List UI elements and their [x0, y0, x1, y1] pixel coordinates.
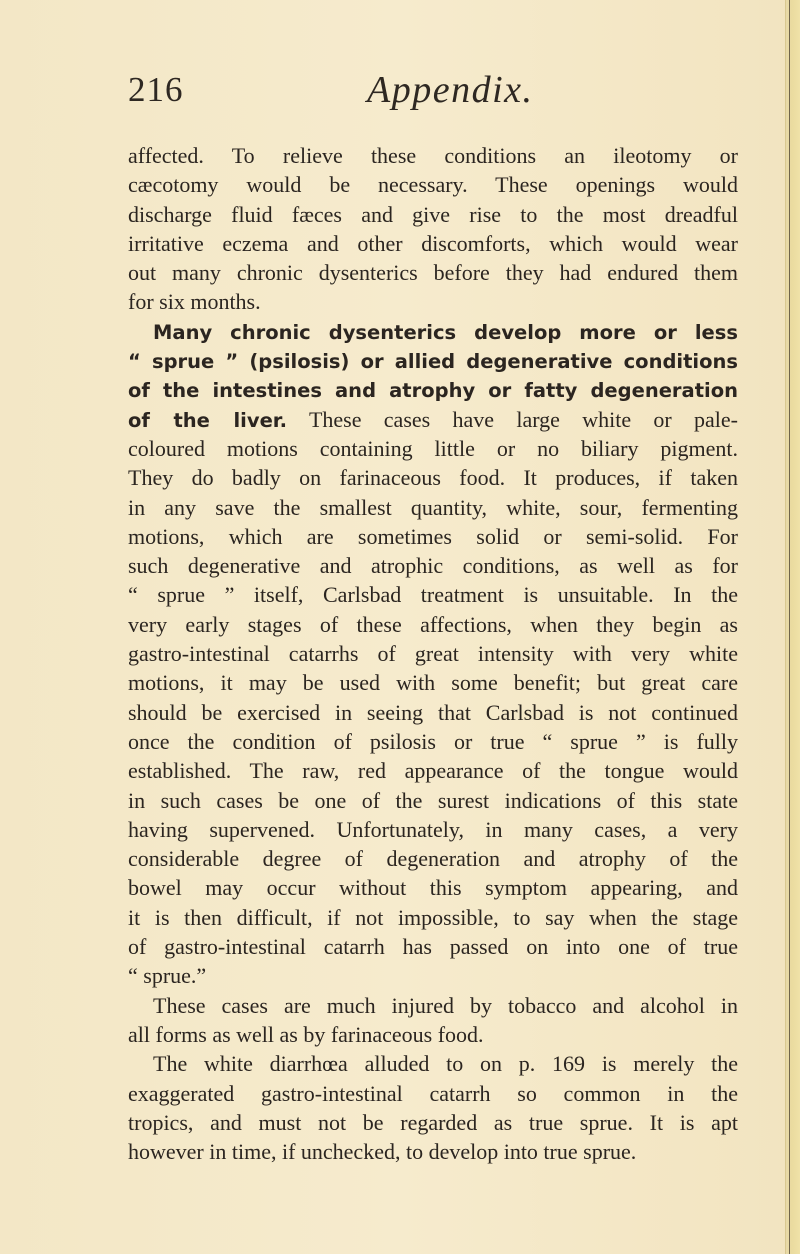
text-line — [128, 463, 738, 492]
line-text: should be exercised in seeing that Carlsbad is not continued — [128, 699, 738, 725]
page-header — [128, 70, 728, 120]
text-line — [128, 873, 738, 902]
text-line — [128, 580, 738, 609]
line-text: irritative eczema and other discomforts, which would wear — [128, 230, 738, 256]
line-text: exaggerated gastro-intestinal catarrh so common in the — [128, 1080, 738, 1106]
text-line — [128, 434, 738, 463]
line-text: The white diarrhœa alluded to on p. 169 is merely the — [153, 1051, 738, 1077]
text-line — [128, 170, 738, 199]
line-text: however in time, if unchecked, to develop into true sprue. — [128, 1139, 637, 1165]
text-line — [128, 639, 738, 668]
text-line — [128, 258, 738, 287]
text-line — [128, 317, 738, 346]
text-line — [128, 551, 738, 580]
text-line — [128, 991, 738, 1020]
text-line — [128, 1020, 738, 1049]
text-line — [128, 698, 738, 727]
text-line — [128, 522, 738, 551]
line-text: out many chronic dysenterics before they had endured them — [128, 260, 738, 286]
line-text: considerable degree of degeneration and atrophy of the — [128, 846, 738, 872]
text-line — [128, 1137, 738, 1166]
bold-text: of the liver. — [128, 408, 288, 432]
page-gutter — [785, 0, 800, 1254]
text-line — [128, 287, 738, 316]
line-text: established. The raw, red appearance of the tongue would — [128, 758, 738, 784]
line-text: discharge fluid fæces and give rise to the most dreadful — [128, 201, 738, 227]
bold-text: “ sprue ” (psilosis) or allied degenerative conditions — [128, 350, 738, 374]
text-line — [128, 727, 738, 756]
text-line — [128, 141, 738, 170]
text-line — [128, 200, 738, 229]
line-text: cæcotomy would be necessary. These openings would — [128, 172, 738, 198]
text-line — [128, 1108, 738, 1137]
text-line — [128, 229, 738, 258]
line-text: motions, which are sometimes solid or semi-solid. For — [128, 523, 738, 549]
line-text: in such cases be one of the surest indications of this state — [128, 787, 738, 813]
text-line — [128, 961, 738, 990]
line-text: for six months. — [128, 289, 261, 315]
text-line — [128, 668, 738, 697]
text-line — [128, 375, 738, 404]
line-text: affected. To relieve these conditions an ileotomy or — [128, 143, 738, 168]
text-line — [128, 610, 738, 639]
text-line — [128, 756, 738, 785]
body-text — [128, 141, 738, 1166]
line-text: These cases have large white or pale- — [287, 406, 738, 432]
line-text: all forms as well as by farinaceous food. — [128, 1021, 484, 1047]
text-line — [128, 1049, 738, 1078]
running-head: Appendix. — [367, 69, 534, 111]
line-text: tropics, and must not be regarded as true sprue. It is apt — [128, 1109, 738, 1135]
line-text: They do badly on farinaceous food. It produces, if taken — [128, 465, 738, 491]
line-text: coloured motions containing little or no biliary pigment. — [128, 435, 738, 461]
line-text: bowel may occur without this symptom appearing, and — [128, 875, 738, 901]
line-text: once the condition of psilosis or true “ sprue ” is fully — [128, 728, 738, 754]
line-text: having supervened. Unfortunately, in many cases, a very — [128, 816, 738, 842]
line-text: of gastro-intestinal catarrh has passed on into one of true — [128, 934, 738, 960]
text-line — [128, 932, 738, 961]
page-number: 216 — [128, 70, 184, 109]
text-line — [128, 815, 738, 844]
line-text: in any save the smallest quantity, white, sour, fermenting — [128, 494, 738, 520]
gutter-edge-line — [789, 0, 790, 1254]
line-text: “ sprue ” itself, Carlsbad treatment is unsuitable. In the — [128, 582, 738, 608]
text-line — [128, 786, 738, 815]
line-text: gastro-intestinal catarrhs of great intensity with very white — [128, 641, 738, 667]
text-line — [128, 844, 738, 873]
bold-text: of the intestines and atrophy or fatty degeneration — [128, 379, 738, 403]
text-line — [128, 493, 738, 522]
line-text: such degenerative and atrophic conditions, as well as for — [128, 553, 738, 579]
text-line — [128, 903, 738, 932]
line-text: These cases are much injured by tobacco and alcohol in — [153, 992, 738, 1018]
bold-text: Many chronic dysenterics develop more or less — [153, 320, 738, 344]
text-line — [128, 405, 738, 434]
line-text: it is then difficult, if not impossible, to say when the stage — [128, 904, 738, 930]
line-text: very early stages of these affections, when they begin as — [128, 611, 738, 637]
text-line — [128, 1079, 738, 1108]
text-line — [128, 346, 738, 375]
line-text: “ sprue.” — [128, 963, 207, 989]
line-text: motions, it may be used with some benefit; but great care — [128, 670, 738, 696]
